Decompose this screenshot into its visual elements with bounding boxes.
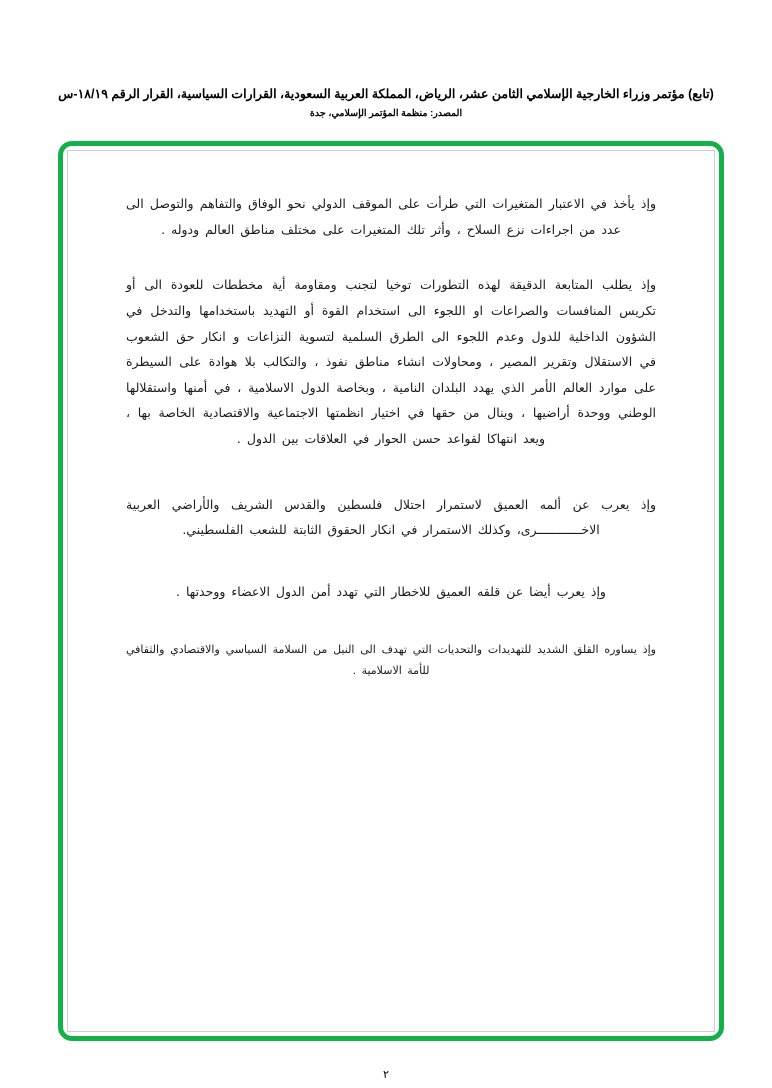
green-border-frame xyxy=(58,141,724,1041)
page-header xyxy=(40,86,732,119)
paragraph-4: وإذ يعرب أيضا عن قلقه العميق للاخطار التي تهدد أمن الدول الاعضاء ووحدتها . xyxy=(176,583,606,599)
paragraph-2: وإذ يطلب المتابعة الدقيقة لهذه التطورات توخيا لتجنب ومقاومة أية مخططات للعودة الى أو تكريس المنافسات والصراعات او اللجوء الى استخدام القوة أو التهديد باستخدامها والتدخل في الشؤون الداخلية للدول وعدم اللجوء الى الطرق السلمية لتسوية النزاعات و انكار حق الشعوب في الاستقلال وتقرير المصير ، ومحاولات انشاء مناطق نفوذ ، والتكالب بلا هوادة على السيطرة على موارد العالم الأمر الذي يهدد البلدان النامية ، وبخاصة الدول الاسلامية ، في أمنها واستقلالها الوطني ووحدة أراضيها ، وينال من حقها في اختيار انظمتها الاجتماعية والاقتصادية الخاصة بها ، ويعد انتهاكا لقواعد حسن الحوار في العلاقات بين الدول . xyxy=(126,277,656,446)
paragraph-3: وإذ يعرب عن ألمه العميق لاستمرار احتلال فلسطين والقدس الشريف والأراضي العربية الاخــــــــــــرى، وكذلك الاستمرار في انكار الحقوق الثابتة للشعب الفلسطيني. xyxy=(126,496,656,538)
page-number: ٢ xyxy=(383,1068,389,1081)
paragraph-5: وإذ يساوره القلق الشديد للتهديدات والتحديات التي تهدف الى النيل من السلامة السياسي والاقتصادي والثقافي للأمة الاسلامية . xyxy=(126,642,656,677)
header-title: (تابع) مؤتمر وزراء الخارجية الإسلامي الثامن عشر، الرياض، المملكة العربية السعودية، القرارات السياسية، القرار الرقم ١٨/١٩-س xyxy=(58,87,714,101)
header-source: المصدر: منظمة المؤتمر الإسلامي، جدة xyxy=(309,107,463,119)
inner-page-border xyxy=(67,150,715,1032)
paragraph-1: وإذ يأخذ في الاعتبار المتغيرات التي طرأت على الموقف الدولي نحو الوفاق والتفاهم والتوصل الى عدد من اجراءات نزع السلاح ، وأثر تلك المتغيرات على مختلف مناطق العالم ودوله . xyxy=(126,196,656,237)
document-body xyxy=(126,185,656,1021)
